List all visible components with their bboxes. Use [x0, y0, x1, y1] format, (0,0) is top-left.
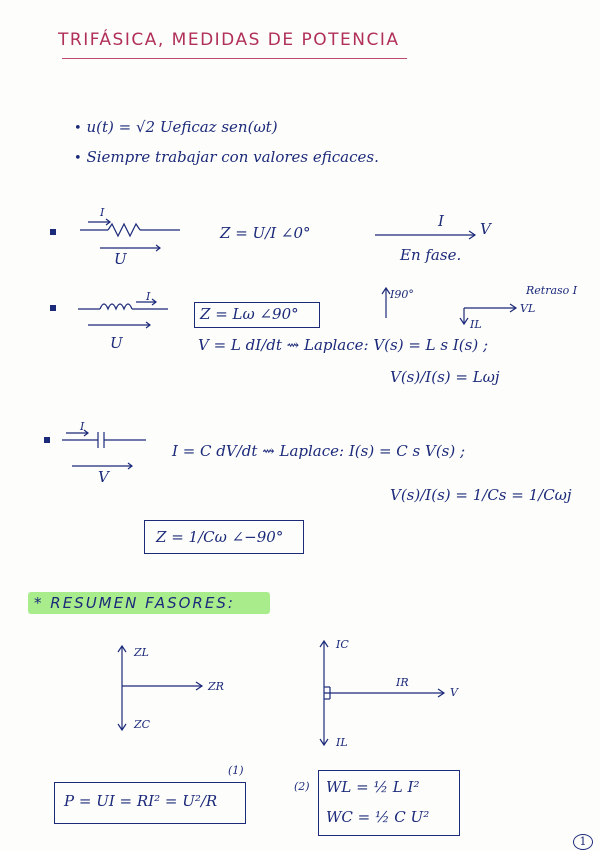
inductor-phasor-voltage: VL — [520, 302, 536, 315]
resistor-voltage-label: U — [114, 250, 127, 268]
current-ir-label: IR — [396, 676, 409, 689]
energy-prefix: (2) — [294, 780, 310, 793]
bullet-rms — [74, 148, 379, 166]
section-marker-icon — [50, 305, 56, 311]
capacitor-impedance: Z = 1/Cω ∠−90° — [156, 528, 284, 546]
energy-wl: WL = ½ L I² — [326, 778, 420, 796]
capacitor-equation: I = C dV/dt ⇝ Laplace: I(s) = C s V(s) ; — [172, 442, 466, 460]
resistor-phasor-voltage: V — [480, 220, 491, 238]
resistor-impedance: Z = U/I ∠0° — [220, 224, 311, 242]
capacitor-voltage-label: V — [98, 468, 109, 486]
inductor-impedance: Z = Lω ∠90° — [200, 305, 299, 323]
power-note: (1) — [228, 764, 244, 777]
title-underline — [62, 58, 407, 59]
bullet-voltage-text: u(t) = √2 Ueficaz sen(ωt) — [86, 118, 278, 136]
inductor-symbol-icon — [78, 295, 188, 345]
impedance-zl-label: ZL — [134, 646, 149, 659]
summary-heading: * RESUMEN FASORES: — [34, 594, 235, 612]
inductor-phasor-current: IL — [470, 318, 482, 331]
impedance-zr-label: ZR — [208, 680, 224, 693]
resistor-phase-note: En fase. — [400, 246, 462, 264]
capacitor-current-label: I — [80, 420, 85, 433]
resistor-current-label: I — [100, 206, 105, 219]
inductor-voltage-label: U — [110, 334, 123, 352]
page-title: TRIFÁSICA, MEDIDAS DE POTENCIA — [58, 30, 400, 50]
page-number: 1 — [573, 834, 593, 850]
current-il-label: IL — [336, 736, 348, 749]
bullet-voltage — [74, 118, 278, 136]
current-ic-label: IC — [336, 638, 349, 651]
inductor-transfer: V(s)/I(s) = Lωj — [390, 368, 500, 386]
impedance-phasor-diagram-icon — [110, 640, 230, 750]
inductor-equation: V = L dI/dt ⇝ Laplace: V(s) = L s I(s) ; — [198, 336, 489, 354]
power-formula: P = UI = RI² = U²/R — [64, 792, 218, 810]
inductor-phasor-angle: I90° — [390, 288, 414, 301]
bullet-rms-text: Siempre trabajar con valores eficaces. — [86, 148, 379, 166]
section-marker-icon — [44, 437, 50, 443]
energy-wc: WC = ½ C U² — [326, 808, 430, 826]
inductor-lag-note: Retraso I — [526, 284, 578, 297]
impedance-zc-label: ZC — [134, 718, 151, 731]
resistor-symbol-icon — [80, 210, 190, 270]
resistor-phasor-current: I — [438, 212, 444, 230]
section-marker-icon — [50, 229, 56, 235]
bullet-dot-icon: • — [74, 121, 82, 136]
capacitor-transfer: V(s)/I(s) = 1/Cs = 1/Cωj — [390, 486, 572, 504]
bullet-dot-icon: • — [74, 151, 82, 166]
current-v-label: V — [450, 686, 458, 699]
capacitor-symbol-icon — [62, 426, 162, 486]
inductor-current-label: I — [146, 290, 151, 303]
